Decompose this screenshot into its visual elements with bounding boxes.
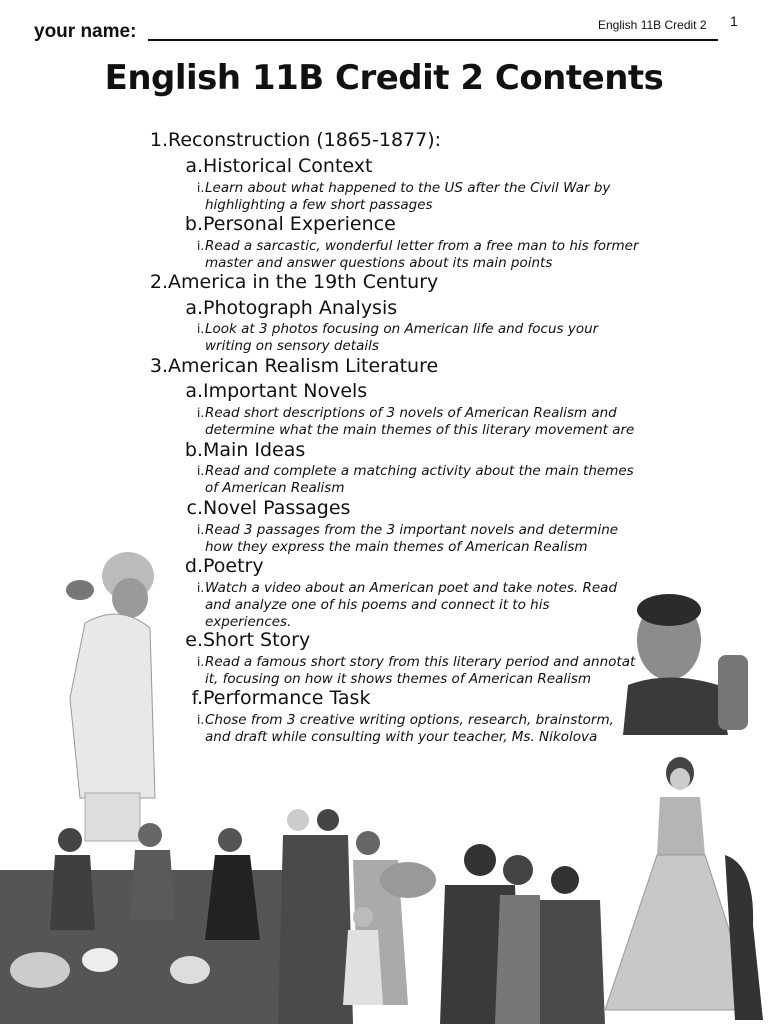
description-line: Read a sarcastic, wonderful letter from a free man to his former bbox=[205, 238, 639, 254]
description-marker: i. bbox=[197, 713, 205, 727]
item-personal-experience bbox=[183, 213, 396, 235]
item-description bbox=[197, 580, 618, 631]
item-marker: f. bbox=[191, 687, 203, 709]
item-poetry bbox=[183, 555, 264, 577]
description-line: determine what the main themes of this literary movement are bbox=[205, 422, 635, 438]
description-marker: i. bbox=[197, 581, 205, 595]
item-title: Photograph Analysis bbox=[203, 297, 398, 319]
header-credit-label: English 11B Credit 2 bbox=[598, 18, 707, 32]
description-marker: i. bbox=[197, 655, 205, 669]
item-title: Personal Experience bbox=[203, 213, 396, 235]
description-marker: i. bbox=[197, 239, 205, 253]
item-marker: a. bbox=[185, 380, 203, 402]
item-title: Short Story bbox=[203, 629, 311, 651]
item-short-story bbox=[183, 629, 310, 651]
item-historical-context bbox=[183, 155, 372, 177]
description-line: how they express the main themes of American Realism bbox=[205, 539, 588, 555]
item-important-novels bbox=[183, 380, 367, 402]
section-title: American Realism Literature bbox=[168, 355, 439, 377]
description-line: Watch a video about an American poet and take notes. Read bbox=[205, 580, 618, 596]
item-description bbox=[197, 321, 599, 355]
item-description bbox=[197, 238, 639, 272]
description-line: master and answer questions about its main points bbox=[205, 255, 553, 271]
item-marker: a. bbox=[185, 155, 203, 177]
item-description bbox=[197, 522, 619, 556]
description-marker: i. bbox=[197, 523, 205, 537]
description-line: Read a famous short story from this literary period and annotat bbox=[205, 654, 636, 670]
section-1 bbox=[148, 129, 441, 151]
item-description bbox=[197, 712, 614, 746]
item-marker: b. bbox=[184, 213, 203, 235]
portrait-man-with-cigarette bbox=[623, 590, 761, 735]
item-marker: a. bbox=[185, 297, 203, 319]
description-line: of American Realism bbox=[205, 480, 345, 496]
item-title: Performance Task bbox=[203, 687, 371, 709]
photo-group-on-porch bbox=[0, 820, 290, 1024]
section-marker: 2. bbox=[149, 271, 168, 293]
description-line: highlighting a few short passages bbox=[205, 197, 433, 213]
description-marker: i. bbox=[197, 464, 205, 478]
photo-three-boys bbox=[415, 840, 610, 1024]
item-marker: d. bbox=[184, 555, 203, 577]
description-line: it, focusing on how it shows themes of American Realism bbox=[205, 671, 592, 687]
description-line: Read 3 passages from the 3 important novels and determine bbox=[205, 522, 619, 538]
item-description bbox=[197, 654, 636, 688]
item-marker: b. bbox=[184, 439, 203, 461]
description-marker: i. bbox=[197, 406, 205, 420]
portrait-man-white-suit-with-cat bbox=[50, 548, 165, 843]
item-performance-task bbox=[183, 687, 370, 709]
section-3 bbox=[148, 355, 438, 377]
section-title: America in the 19th Century bbox=[168, 271, 439, 293]
description-line: writing on sensory details bbox=[205, 338, 379, 354]
section-2 bbox=[148, 271, 438, 293]
description-line: Learn about what happened to the US after the Civil War by bbox=[205, 180, 611, 196]
description-line: Read and complete a matching activity about the main themes bbox=[205, 463, 634, 479]
item-novel-passages bbox=[183, 497, 350, 519]
portrait-woman-hoop-dress bbox=[605, 755, 768, 1024]
name-field-label: your name: bbox=[34, 21, 137, 42]
description-line: Read short descriptions of 3 novels of American Realism and bbox=[205, 405, 617, 421]
page-title: English 11B Credit 2 Contents bbox=[104, 58, 664, 98]
item-description bbox=[197, 180, 611, 214]
page-number: 1 bbox=[730, 13, 738, 29]
item-photograph-analysis bbox=[183, 297, 397, 319]
photo-immigrant-family bbox=[278, 805, 438, 1024]
item-title: Historical Context bbox=[203, 155, 373, 177]
section-marker: 3. bbox=[149, 355, 168, 377]
item-marker: c. bbox=[186, 497, 203, 519]
description-line: Look at 3 photos focusing on American life and focus your bbox=[205, 321, 599, 337]
description-line: and draft while consulting with your teacher, Ms. Nikolova bbox=[205, 729, 598, 745]
section-title: Reconstruction (1865-1877): bbox=[168, 129, 442, 151]
description-line: and analyze one of his poems and connect it to his bbox=[205, 597, 550, 613]
item-main-ideas bbox=[183, 439, 305, 461]
section-marker: 1. bbox=[149, 129, 168, 151]
description-line: experiences. bbox=[205, 614, 292, 630]
description-marker: i. bbox=[197, 322, 205, 336]
description-line: Chose from 3 creative writing options, research, brainstorm, bbox=[205, 712, 614, 728]
item-description bbox=[197, 405, 635, 439]
item-title: Novel Passages bbox=[203, 497, 351, 519]
description-marker: i. bbox=[197, 181, 205, 195]
item-title: Poetry bbox=[203, 555, 264, 577]
item-title: Main Ideas bbox=[203, 439, 306, 461]
item-marker: e. bbox=[185, 629, 203, 651]
item-description bbox=[197, 463, 634, 497]
item-title: Important Novels bbox=[203, 380, 368, 402]
